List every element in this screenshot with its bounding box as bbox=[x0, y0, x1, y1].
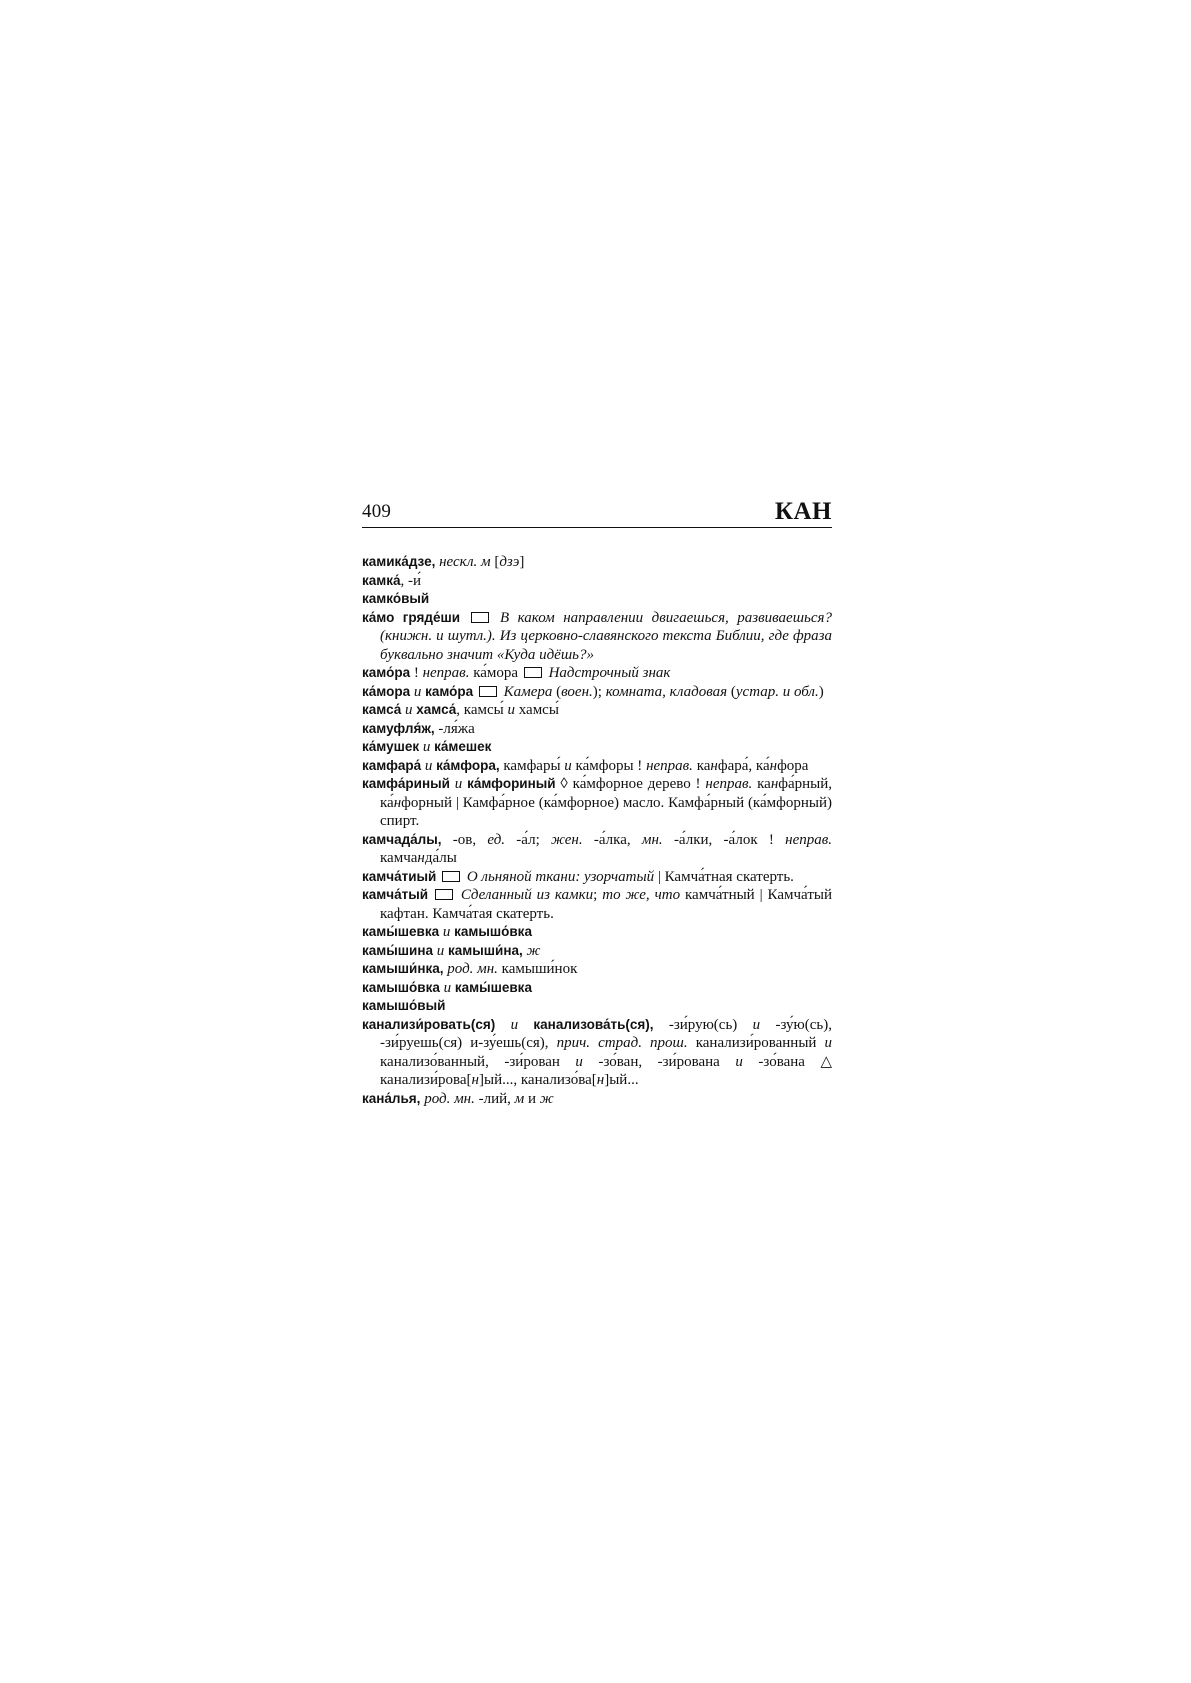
dictionary-entry: ка́мушек и ка́мешек bbox=[362, 739, 492, 755]
dictionary-entry: камча́тый Сделанный из камки; то же, что камча́тный | Камча́тый кафтан. Камча́тая скатерть. bbox=[362, 887, 832, 922]
square-icon bbox=[479, 686, 497, 697]
page-header bbox=[362, 497, 832, 528]
dictionary-entry: камыши́нка, род. мн. камыши́нок bbox=[362, 961, 578, 977]
dictionary-entry: камфара́ и ка́мфора, камфары́ и ка́мфоры ! неправ. канфара́, ка́нфора bbox=[362, 757, 809, 774]
dictionary-entry: канализи́ровать(ся) и канализова́ть(ся), -зи́рую(сь) и -зу́ю(сь), -зи́руешь(ся) и-зу́ешь(ся), прич. страд. прош. канализи́рованный и канализо́ванный, -зи́рован и -зо́ван, -зи́рована и -зо́вана △ канализи́рова[н]ый..., канализо́ва[н]ый... bbox=[362, 1016, 833, 1088]
square-icon bbox=[442, 871, 460, 882]
dictionary-entry: камча́тиый О льняной ткани: узорчатый | Камча́тная скатерть. bbox=[362, 868, 794, 885]
running-head: КАН bbox=[774, 498, 832, 525]
dictionary-entry: камышо́вый bbox=[362, 998, 446, 1013]
dictionary-entry: ка́мора и камо́ра Камера (воен.); комната, кладовая (устар. и обл.) bbox=[362, 683, 824, 700]
square-icon bbox=[435, 889, 453, 900]
dictionary-entry: камка́, -и́ bbox=[362, 572, 422, 589]
dictionary-entry: камчада́лы, -ов, ед. -а́л; жен. -а́лка, мн. -а́лки, -а́лок ! неправ. камчанда́лы bbox=[362, 831, 833, 866]
dictionary-entry: камы́шевка и камышо́вка bbox=[362, 924, 532, 940]
dictionary-entry: камса́ и хамса́, камсы́ и хамсы́ bbox=[362, 702, 559, 718]
dictionary-entry: камко́вый bbox=[362, 591, 430, 606]
dictionary-entry: камфа́риный и ка́мфориный ◊ ка́мфорное дерево ! неправ. канфа́рный, ка́нфорный | Камфа́рное (ка́мфорное) масло. Камфа́рный (ка́мфорный) спирт. bbox=[362, 776, 833, 829]
dictionary-entry: камышо́вка и камы́шевка bbox=[362, 979, 532, 996]
dictionary-entry: кана́лья, род. мн. -лий, м и ж bbox=[362, 1090, 554, 1107]
dictionary-entries bbox=[362, 553, 832, 1108]
dictionary-entry: камо́ра ! неправ. ка́мора Надстрочный знак bbox=[362, 665, 671, 681]
dictionary-entry: ка́мо гряде́ши В каком направлении двигаешься, развиваешься? (книжн. и шутл.). Из церковно-славянского текста Библии, где фраза буквально значит «Куда идёшь?» bbox=[362, 609, 832, 663]
dictionary-entry: камика́дзе, нескл. м [дзэ] bbox=[362, 554, 525, 570]
square-icon bbox=[471, 612, 489, 623]
page-number: 409 bbox=[362, 501, 392, 522]
dictionary-entry: камуфля́ж, -ля́жа bbox=[362, 720, 475, 737]
dictionary-entry: камы́шина и камыши́на, ж bbox=[362, 942, 541, 959]
square-icon bbox=[524, 667, 542, 678]
